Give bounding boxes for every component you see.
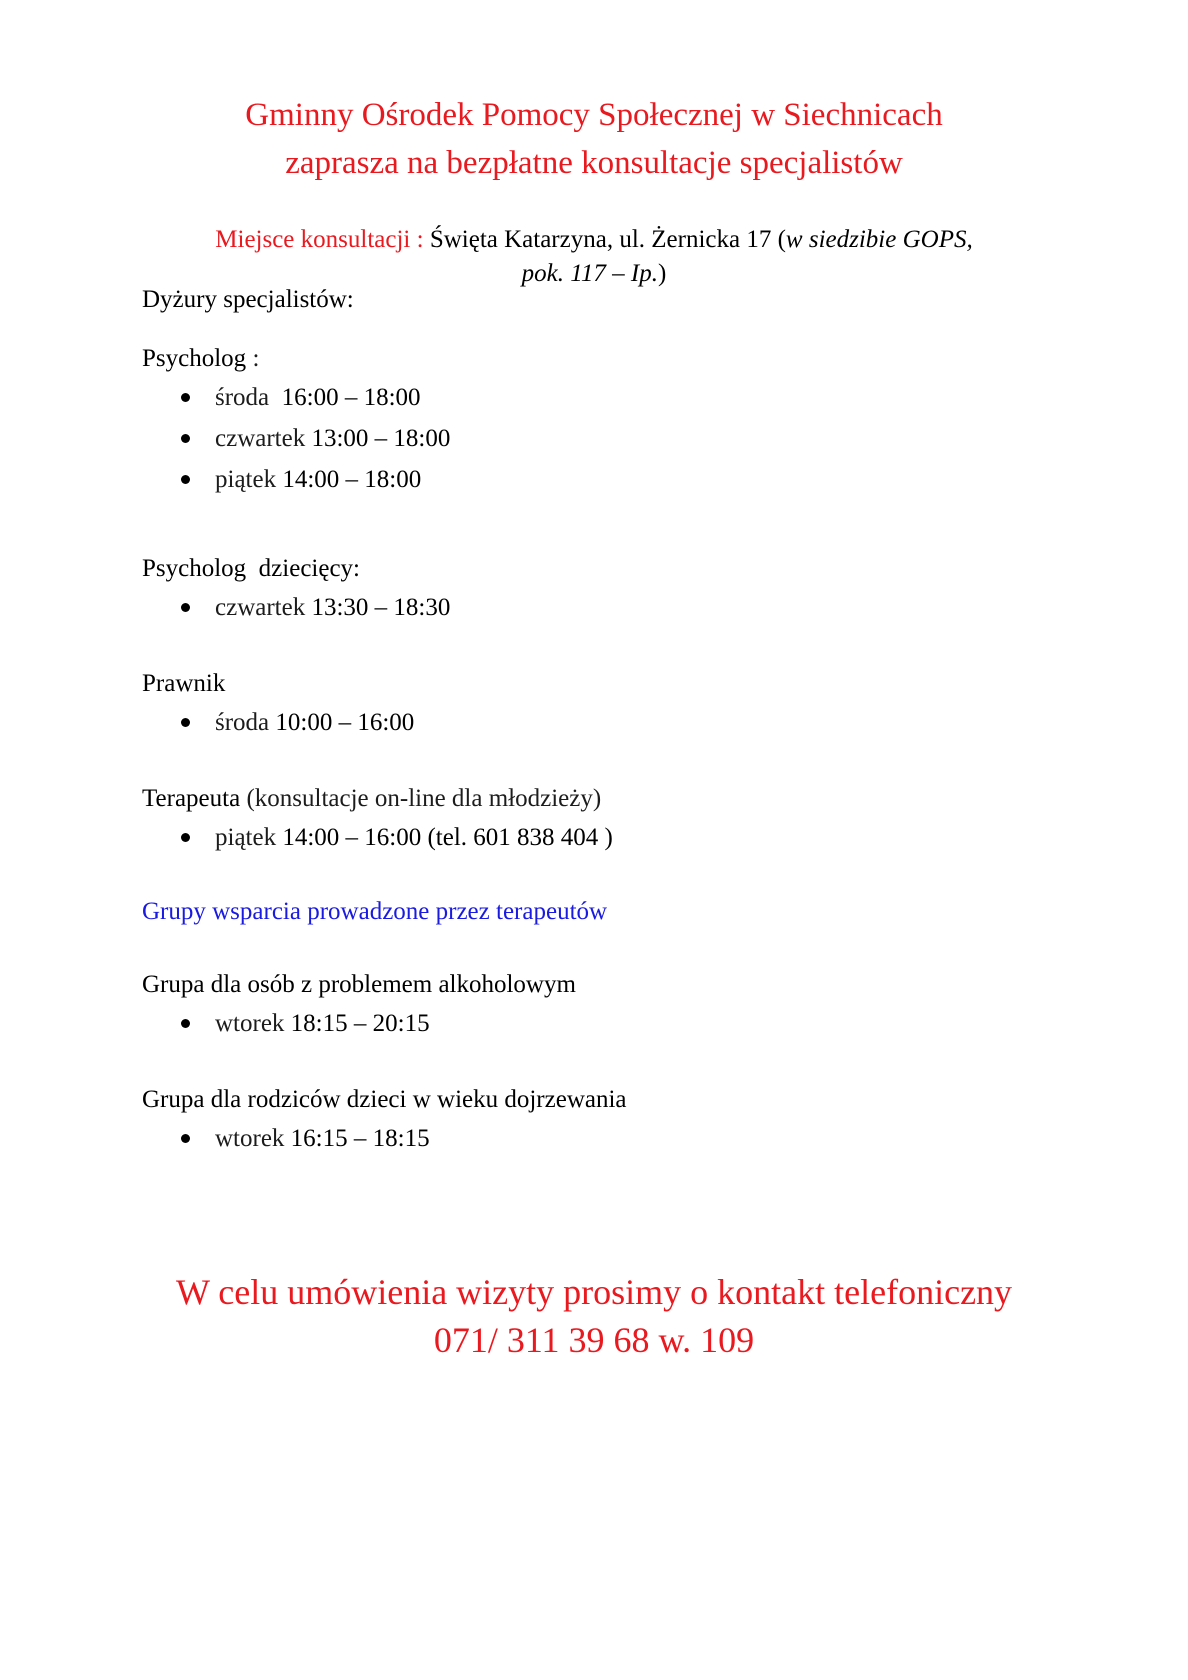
bullet-icon [181,434,190,443]
section-title-text: Terapeuta [142,785,241,812]
schedule-list [142,377,450,500]
place-label: Miejsce konsultacji : [215,226,430,253]
duty-heading: Dyżury specjalistów: [142,286,354,313]
header-line-1: Gminny Ośrodek Pomocy Społecznej w Siechnicach [245,97,943,133]
schedule-item [142,1003,576,1044]
section-psycholog [142,341,450,500]
place-note-part2: pok. 117 – Ip. [521,260,658,287]
schedule-day: czwartek [215,425,312,452]
schedule-item [142,702,414,743]
schedule-list [142,587,450,628]
bullet-icon [181,475,190,484]
schedule-day: czwartek [215,594,312,621]
schedule-item [142,587,450,628]
section-title [142,781,613,817]
schedule-item [142,377,450,418]
schedule-time: 10:00 – 16:00 [275,709,415,736]
schedule-list [142,1003,576,1044]
footer-phone: 071/ 311 39 68 w. 109 [433,1320,755,1360]
group-title: Grupa dla rodziców dzieci w wieku dojrzewania [142,1086,627,1113]
bullet-icon [181,1134,190,1143]
group-parents [142,1082,627,1159]
section-prawnik [142,666,414,743]
schedule-time: 16:00 – 18:00 [281,384,421,411]
schedule-item [142,1118,627,1159]
group-alcohol [142,967,576,1044]
schedule-time: 16:15 – 18:15 [290,1125,430,1152]
section-title-suffix: (konsultacje on-line dla młodzieży) [240,785,602,812]
schedule-day: wtorek [215,1010,291,1037]
schedule-day: piątek [215,466,283,493]
place-note-part1: w siedzibie GOPS, [785,226,973,253]
schedule-item [142,418,450,459]
schedule-day: środa [215,384,282,411]
schedule-day: wtorek [215,1125,291,1152]
bullet-icon [181,603,190,612]
section-title-text: Psycholog [142,345,247,372]
bullet-icon [181,393,190,402]
schedule-time: 14:00 – 18:00 [282,466,422,493]
section-title: Psycholog dziecięcy: [142,555,360,582]
header-line-2: zaprasza na bezpłatne konsultacje specjalistów [285,145,903,181]
schedule-day: piątek [215,824,283,851]
support-groups-heading-block [142,894,607,930]
support-groups-heading: Grupy wsparcia prowadzone przez terapeutów [142,898,608,925]
schedule-item [142,459,450,500]
schedule-list [142,702,414,743]
section-title: Prawnik [142,670,226,697]
schedule-time: 13:00 – 18:00 [311,425,451,452]
place-address: Święta Katarzyna, ul. Żernicka 17 ( [429,226,786,253]
section-psycholog-dzieciecy [142,551,450,628]
bullet-icon [181,718,190,727]
schedule-time: 13:30 – 18:30 [311,594,451,621]
section-terapeuta [142,781,613,858]
schedule-list [142,1118,627,1159]
schedule-day: środa [215,709,276,736]
place-line-1 [0,223,1188,256]
schedule-list [142,817,613,858]
bullet-icon [181,833,190,842]
bullet-icon [181,1019,190,1028]
duty-heading-block [142,282,354,318]
section-title-suffix: : [246,345,260,372]
place-closing-paren: ) [658,260,667,287]
footer-line-1: W celu umówienia wizyty prosimy o kontakt telefoniczny [175,1272,1013,1312]
schedule-time: 18:15 – 20:15 [290,1010,430,1037]
section-title [142,341,450,377]
schedule-time: 14:00 – 16:00 (tel. 601 838 404 ) [282,824,613,851]
group-title: Grupa dla osób z problemem alkoholowym [142,971,576,998]
schedule-item [142,817,613,858]
